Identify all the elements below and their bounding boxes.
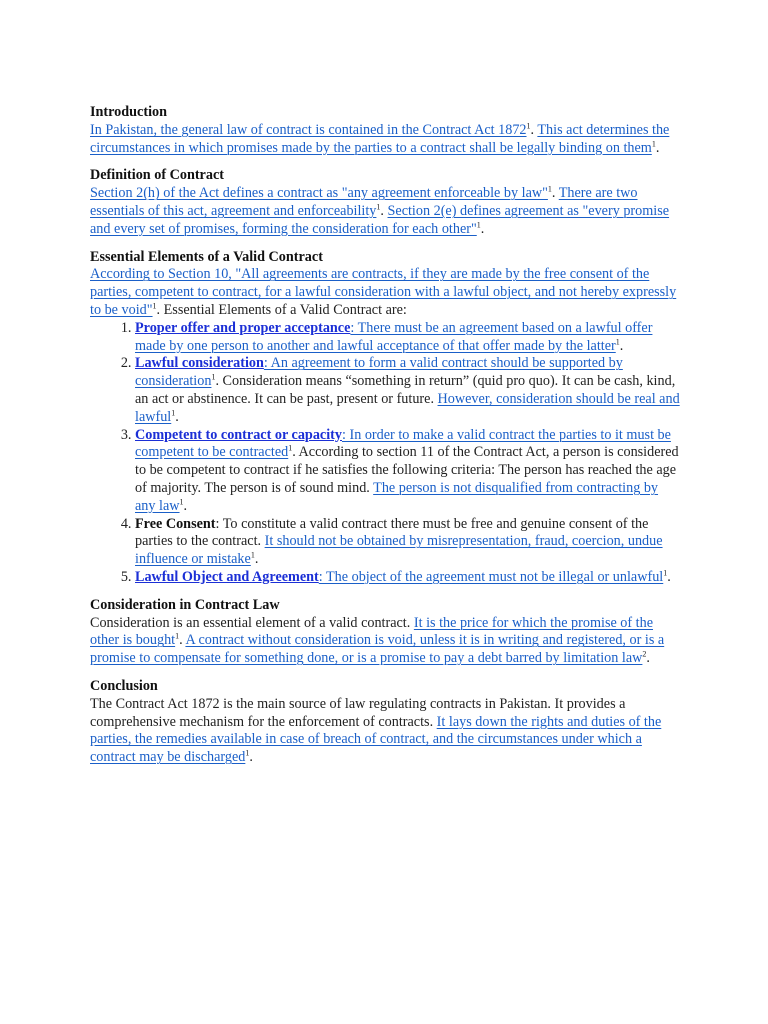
section-consideration — [90, 597, 680, 668]
text: . — [380, 202, 388, 219]
footnote-ref[interactable]: 1 — [175, 631, 180, 641]
heading-definition: Definition of Contract — [90, 167, 224, 184]
list-item-lawful-consideration — [135, 355, 680, 426]
text: . — [254, 551, 259, 568]
text: The Contract Act 1872 is the main source of law regulating contracts in Pakistan. It provides a comprehensive mechanism for the enforcement of contracts. — [90, 695, 626, 730]
term-link[interactable]: Lawful consideration — [135, 355, 264, 372]
heading-introduction: Introduction — [90, 104, 167, 120]
citation-link[interactable]: Section 2(e) defines agreement as "every promise and every set of promises, forming the consideration for each other" — [90, 202, 670, 237]
citation-link[interactable]: According to Section 10, "All agreements are contracts, if they are made by the free consent of the parties, competent to contract, for a lawful consideration with a lawful object, and not hereby expressly to be void" — [90, 266, 677, 318]
section-essential-elements — [90, 249, 680, 587]
text: . — [183, 497, 188, 514]
footnote-ref[interactable]: 1 — [152, 301, 157, 311]
citation-link[interactable]: The person is not disqualified from contracting by any law — [135, 479, 659, 514]
text: . Essential Elements of a Valid Contract are: — [156, 301, 407, 318]
text: . — [530, 121, 538, 138]
text: . — [175, 408, 179, 425]
footnote-ref[interactable]: 1 — [547, 184, 552, 194]
term-link[interactable]: Proper offer and proper acceptance — [135, 319, 351, 336]
elements-list — [90, 320, 680, 587]
heading-essential-elements: Essential Elements of a Valid Contract — [90, 248, 323, 265]
text: . Consideration means “something in return” (quid pro quo). It can be cash, kind, an act or abstinence. It can be past, present or future. — [135, 373, 676, 407]
citation-link[interactable]: It lays down the rights and duties of the parties, the remedies available in case of breach of contract, and the circumstances under which a contract may be discharged — [90, 713, 662, 766]
term-link[interactable]: Lawful Object and Agreement — [135, 568, 319, 585]
citation-link[interactable]: This act determines the circumstances in which promises made by the parties to a contract shall be legally binding on them — [90, 121, 670, 156]
footnote-ref[interactable]: 1 — [171, 408, 176, 418]
list-item-competent-contract — [135, 427, 680, 516]
list-item-offer-acceptance — [135, 320, 680, 356]
text: . — [667, 568, 671, 585]
footnote-ref[interactable]: 1 — [376, 202, 381, 212]
citation-link[interactable]: In Pakistan, the general law of contract is contained in the Contract Act 1872 — [90, 121, 527, 138]
footnote-ref[interactable]: 1 — [288, 443, 293, 453]
text: . — [619, 337, 624, 354]
term-label: Free Consent — [135, 515, 216, 532]
text: . — [249, 749, 253, 766]
text: . — [179, 632, 186, 649]
citation-link[interactable]: : An agreement to form a valid contract should be supported by consideration — [135, 355, 623, 390]
document-body — [90, 104, 680, 777]
term-link[interactable]: Competent to contract or capacity — [135, 426, 342, 443]
citation-link[interactable]: It is the price for which the promise of the other is bought — [90, 614, 654, 649]
footnote-ref[interactable]: 1 — [651, 138, 656, 148]
citation-link[interactable]: : There must be an agreement based on a lawful offer made by one person to another and lawful acceptance of that offer made by the latter — [135, 319, 653, 354]
footnote-ref[interactable]: 1 — [663, 568, 668, 578]
paragraph-definition — [90, 185, 680, 238]
section-conclusion — [90, 678, 680, 767]
footnote-ref[interactable]: 1 — [211, 372, 216, 382]
list-item-lawful-object — [135, 569, 680, 587]
text: : To constitute a valid contract there must be free and genuine consent of the parties to the contract. — [135, 515, 649, 550]
section-introduction — [90, 104, 680, 157]
citation-link[interactable]: : The object of the agreement must not be illegal or unlawful — [318, 568, 664, 585]
citation-link[interactable]: : In order to make a valid contract the parties to it must be competent to be contracted — [135, 426, 671, 461]
text: . — [551, 185, 559, 202]
footnote-ref[interactable]: 1 — [179, 497, 184, 506]
text: Consideration is an essential element of a valid contract. — [90, 614, 414, 631]
footnote-ref[interactable]: 1 — [245, 748, 250, 758]
section-definition — [90, 167, 680, 238]
footnote-ref[interactable]: 2 — [642, 649, 647, 659]
footnote-ref[interactable]: 1 — [250, 550, 255, 560]
text: . — [646, 650, 650, 667]
citation-link[interactable]: It should not be obtained by misrepresentation, fraud, coercion, undue influence or mistake — [135, 533, 663, 568]
text: . — [480, 220, 485, 237]
text: . According to section 11 of the Contract Act, a person is considered to be competent to contract if he satisfies the following criteria: The person has reached the age of majority. The person is of sound mind. — [135, 444, 679, 496]
footnote-ref[interactable]: 1 — [526, 121, 531, 131]
paragraph-conclusion — [90, 696, 680, 767]
citation-link[interactable]: A contract without consideration is void, unless it is in writing and registered, or is a promise to compensate for something done, or is a promise to pay a debt barred by limitation law — [90, 632, 665, 667]
paragraph-consideration — [90, 615, 680, 668]
heading-consideration: Consideration in Contract Law — [90, 596, 280, 613]
paragraph-essential-elements — [90, 266, 680, 319]
text: . — [655, 139, 660, 156]
citation-link[interactable]: There are two essentials of this act, agreement and enforceability — [90, 185, 638, 219]
citation-link[interactable]: However, consideration should be real and lawful — [135, 390, 680, 425]
paragraph-introduction — [90, 122, 680, 158]
list-item-free-consent — [135, 516, 680, 569]
citation-link[interactable]: Section 2(h) of the Act defines a contract as "any agreement enforceable by law" — [90, 185, 548, 202]
footnote-ref[interactable]: 1 — [615, 336, 620, 346]
heading-conclusion: Conclusion — [90, 677, 158, 694]
footnote-ref[interactable]: 1 — [476, 220, 481, 230]
